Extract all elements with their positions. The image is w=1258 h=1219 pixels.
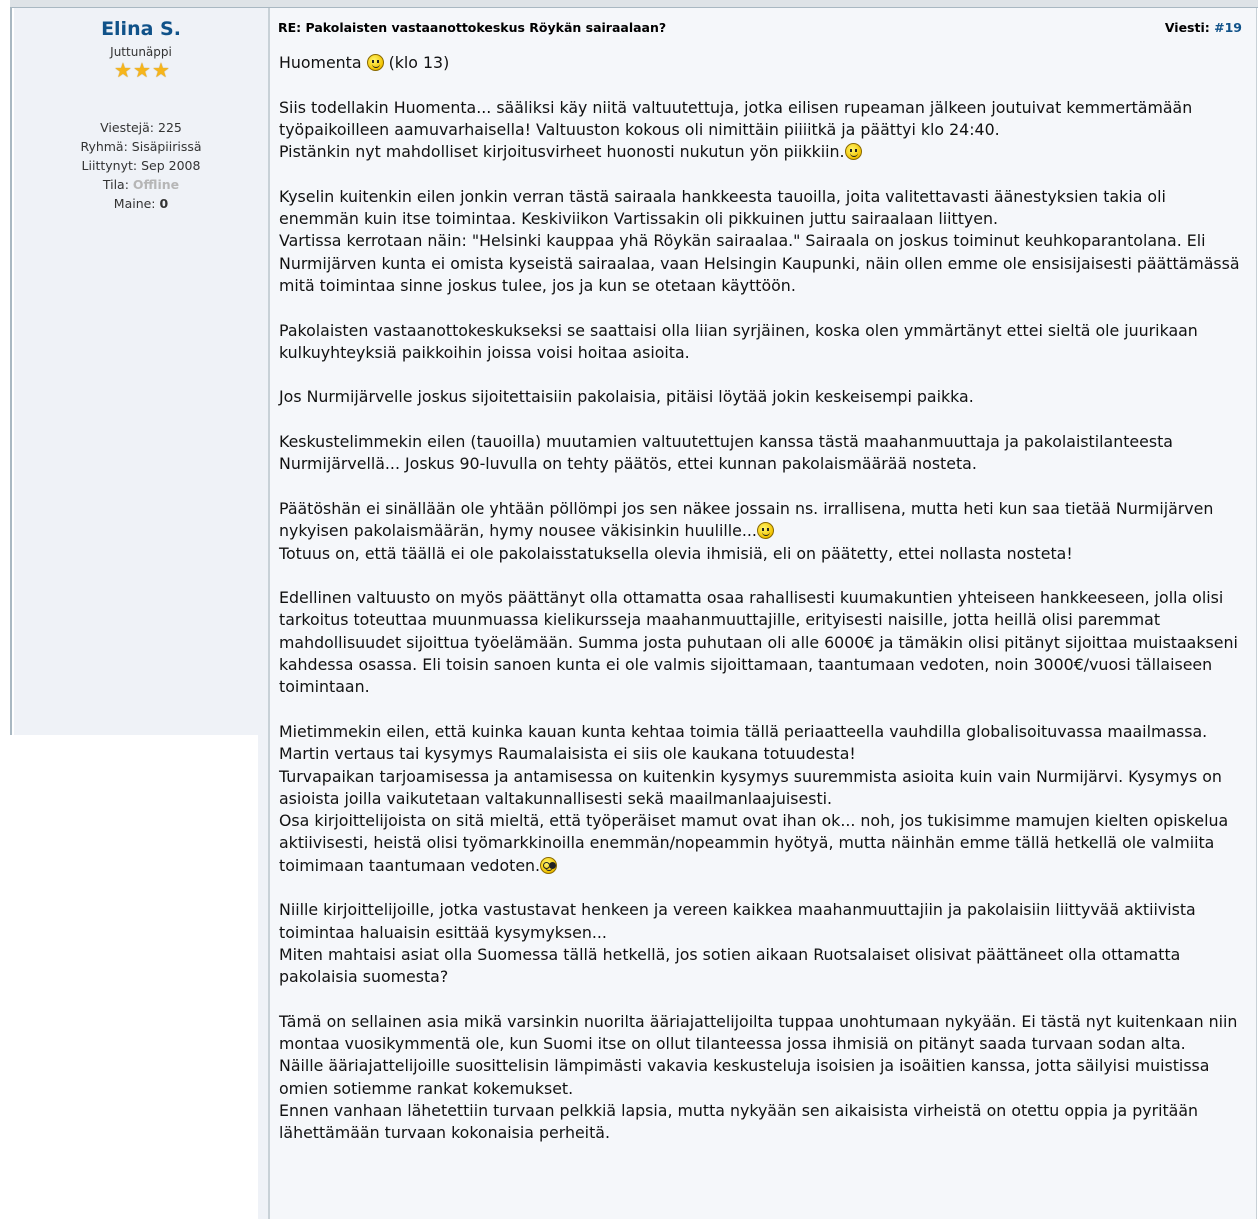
rank-stars [114, 60, 174, 82]
smiley-icon [757, 522, 774, 539]
post-paragraph [279, 320, 1249, 365]
post-paragraph [279, 386, 1249, 408]
post-text: Turvapaikan tarjoamisessa ja antamisessa on kuitenkin kysymys suuremmista asioita kuin vain Nurmijärvi. Kysymys on asioista joilla vaikutetaan valtakunnallisesti sekä maailmanlaajuisesti. [279, 766, 1222, 808]
stat-rep-value: 0 [159, 196, 169, 211]
status-badge: Offline [132, 177, 180, 192]
author-stats [14, 118, 268, 213]
post-text: Siis todellakin Huomenta... sääliksi käy niitä valtuutettuja, jotka eilisen rupeaman jälkeen joutuivat kemmertämään työpaikoilleen aamuvarhaisella! Valtuuston kokous oli nimittäin piiiitkä ja päättyi klo 24:40. [279, 97, 1193, 139]
post-number [1165, 20, 1242, 35]
post-text: Päätöshän ei sinällään ole yhtään pöllömpi jos sen näkee jossain ns. irrallisena, mutta heti kun saa tietää Nurmijärven nykyisen pakolaismäärän, hymy nousee väkisinkin huulille... [279, 498, 1214, 541]
post-text: (klo 13) [383, 53, 450, 72]
forum-post [10, 8, 1258, 1219]
stat-status [14, 175, 268, 194]
post-text: Osa kirjoittelijoista on sitä mieltä, että työperäiset mamut ovat ihan ok... noh, jos tukisimme mamujen kielten opiskelua aktiivisesti, heistä olisi työmarkkinoilla enemmän/nopeammin hyötyä, mutta näinhän emme tällä hetkellä ole valmiita toimimaan taantumaan vedoten. [279, 811, 1229, 875]
post-text: Totuus on, että täällä ei ole pakolaisstatuksella olevia ihmisiä, eli on päätetty, ettei nollasta nosteta! [279, 543, 1073, 563]
post-text: Vartissa kerrotaan näin: "Helsinki kauppaa yhä Röykän sairaalaa." Sairaala on joskus toiminut keuhkoparantolana. Eli Nurmijärven kunta ei omista kyseistä sairaalaa, vaan Helsingin Kaupunki, näin ollen emme ole ensisijaisesti päättämässä mitä toimintaa sinne joskus tulee, jos ja kun se otetaan käyttöön. [279, 231, 1240, 295]
post-number-label: Viesti: [1164, 20, 1210, 35]
stat-group [14, 137, 268, 156]
stat-joined-value: Sep 2008 [141, 158, 201, 173]
post-text: Mietimmekin eilen, että kuinka kauan kunta kehtaa toimia tällä periaatteella vauhdilla globalisoituvassa maailmassa. [279, 721, 1208, 741]
post-paragraph [279, 498, 1249, 565]
post-text: Huomenta [279, 53, 367, 72]
stat-joined [14, 156, 268, 175]
stat-group-label: Ryhmä: [80, 139, 128, 154]
post-content [279, 52, 1249, 1167]
author-rank: Juttunäppi [110, 45, 172, 59]
star-icon: ★ [133, 58, 151, 82]
author-profile [14, 8, 268, 1219]
stat-reputation [14, 194, 268, 213]
stat-group-value: Sisäpiirissä [131, 139, 202, 154]
post-paragraph [279, 899, 1249, 988]
post-text: Pakolaisten vastaanottokeskukseksi se saattaisi olla liian syrjäinen, koska olen ymmärtänyt ettei sieltä ole juurikaan kulkuyhteyksiä paikkoihin joissa voisi hoitaa asioita. [279, 320, 1198, 362]
post-text: Näille ääriajattelijoille suosittelisin lämpimästi vakavia keskusteluja isoisien ja isoäitien kanssa, jotta säilyisi muistissa omien sotiemme rankat kokemukset. [279, 1056, 1210, 1098]
star-icon: ★ [114, 58, 132, 82]
stat-joined-label: Liittynyt: [81, 158, 138, 173]
post-paragraph [279, 97, 1249, 164]
top-border [10, 0, 1258, 8]
star-icon: ★ [152, 58, 170, 82]
post-paragraph [279, 431, 1249, 476]
post-number-link[interactable]: #19 [1214, 20, 1242, 35]
post-paragraph [279, 587, 1249, 698]
geek-smiley-icon [540, 857, 557, 874]
post-text: Tämä on sellainen asia mikä varsinkin nuorilta ääriajattelijoilta tuppaa unohtumaan nykyään. Ei tästä nyt kuitenkaan niin montaa vuosikymmentä ole, kun Suomi itse on ollut tilanteessa jossa ihmisiä on pitänyt saada turvaan sodan alta. [279, 1011, 1238, 1054]
stat-posts [14, 118, 268, 137]
smiley-icon [367, 54, 384, 71]
stat-posts-label: Viestejä: [100, 120, 155, 135]
post-subject: RE: Pakolaisten vastaanottokeskus Röykän sairaalaan? [278, 20, 667, 35]
post-text: Ennen vanhaan lähetettiin turvaan pelkkiä lapsia, mutta nykyään sen aikaisista virheistä on otettu oppia ja pyritään lähettämään turvaan kokonaisia perheitä. [279, 1100, 1199, 1143]
stat-rep-label: Maine: [113, 196, 156, 211]
blank-area [2, 735, 258, 1219]
post-text: Martin vertaus tai kysymys Raumalaisista ei siis ole kaukana totuudesta! [279, 744, 856, 764]
post-text: Edellinen valtuusto on myös päättänyt olla ottamatta osaa rahallisesti kuumakuntien yhteiseen hankkeeseen, jolla olisi tarkoitus toteuttaa muunmuassa kielikursseja maahanmuuttajille, erityisesti naisille, jotta heillä olisi paremmat mahdollisuudet sijoittua työelämään. Summa josta puhutaan oli alle 6000€ ja tämäkin olisi pitänyt sijoittaa muistaakseni kahdessa osassa. Eli toisin sanoen kunta ei ole valmis sijoittamaan, taantumaan vedoten, noin 3000€/vuosi tällaiseen toimintaan. [279, 588, 1238, 697]
smiley-icon [845, 143, 862, 160]
post-paragraph [279, 721, 1249, 877]
post-text: Keskustelimmekin eilen (tauoilla) muutamien valtuutettujen kanssa tästä maahanmuuttaja ja pakolaistilanteesta Nurmijärvellä... Joskus 90-luvulla on tehty päätös, ettei kunnan pakolaismäärää nosteta. [279, 432, 1173, 474]
author-name[interactable]: Elina S. [101, 18, 181, 40]
post-paragraph [279, 52, 1249, 74]
stat-posts-value: 225 [158, 120, 182, 135]
post-text: Niille kirjoittelijoille, jotka vastustavat henkeen ja vereen kaikkea maahanmuuttajiin ja pakolaisiin liittyvää aktiivista toimintaa haluaisin esittää kysymyksen... [279, 900, 1196, 942]
post-text: Jos Nurmijärvelle joskus sijoitettaisiin pakolaisia, pitäisi löytää jokin keskeisempi paikka. [279, 387, 974, 407]
post-body [270, 8, 1257, 1219]
post-paragraph [279, 186, 1249, 297]
post-text: Kyselin kuitenkin eilen jonkin verran tästä sairaala hankkeesta tauoilla, joita valitettavasti äänestyksien takia oli enemmän kuin itse toimintaa. Keskiviikon Vartissakin oli pikkuinen juttu sairaalaan liittyen. [279, 186, 1166, 229]
post-text: Pistänkin nyt mahdolliset kirjoitusvirheet huonosti nukutun yön piikkiin. [279, 142, 845, 162]
post-paragraph [279, 1011, 1249, 1145]
post-text: Miten mahtaisi asiat olla Suomessa tällä hetkellä, jos sotien aikaan Ruotsalaiset olisivat päättäneet olla ottamatta pakolaisia suomesta? [279, 944, 1181, 987]
stat-status-label: Tila: [102, 177, 129, 192]
